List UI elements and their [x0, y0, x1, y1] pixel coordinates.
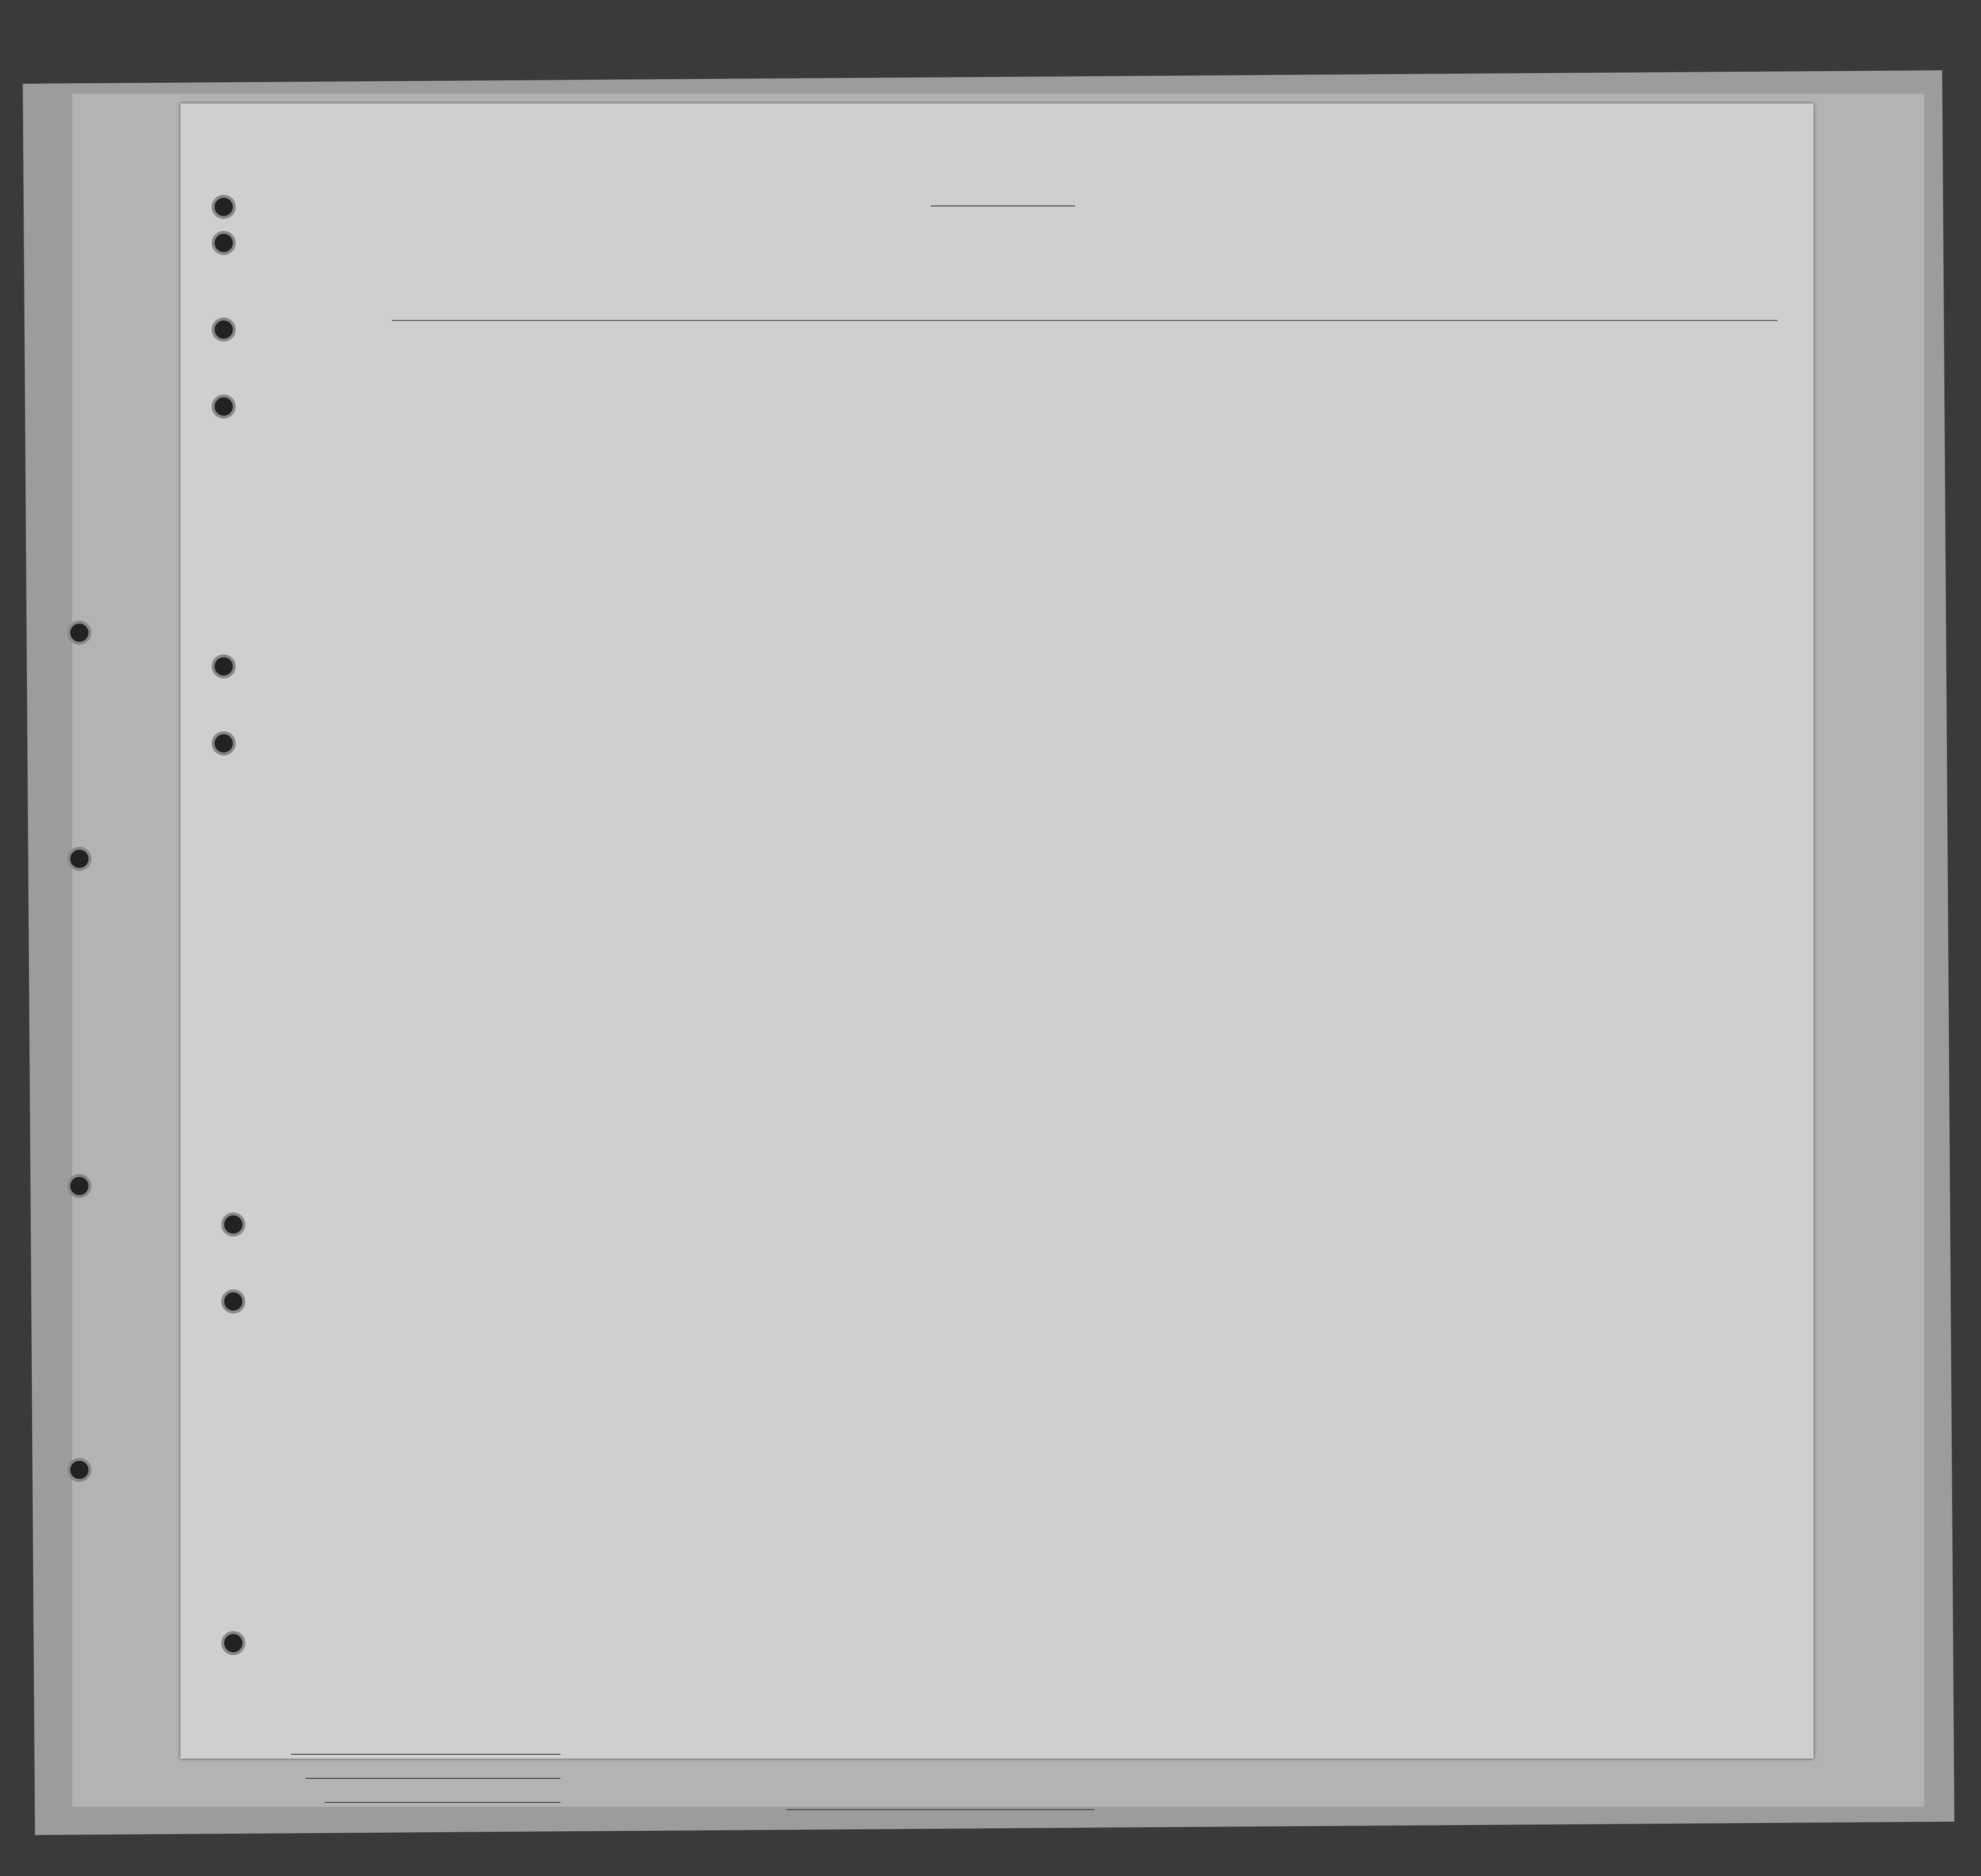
binder-hole — [221, 1289, 245, 1314]
col-header-height — [1511, 344, 1551, 348]
footer-owners-rule — [305, 1778, 560, 1779]
col-header-nationality — [1426, 344, 1508, 348]
binder-hole — [212, 731, 236, 755]
binder-hole — [67, 847, 91, 871]
col-header-paid-off — [1085, 344, 1191, 348]
binder-hole — [212, 318, 236, 342]
manifest-sheet — [180, 103, 1814, 1759]
footer-line-rule — [291, 1754, 560, 1755]
col-header-id-card — [621, 344, 698, 348]
binder-hole — [221, 1631, 245, 1655]
col-header-physical-marks — [1600, 344, 1727, 348]
binder-hole — [212, 654, 236, 678]
col-header-name — [262, 344, 618, 348]
col-header-position — [789, 344, 912, 348]
binder-hole — [212, 395, 236, 419]
col-header-weight — [1554, 344, 1597, 348]
binder-hole — [67, 621, 91, 645]
col-header-able-to-read — [1193, 344, 1244, 348]
col-header-age — [1246, 344, 1287, 348]
col-header-race — [1335, 344, 1424, 348]
footer-agents-rule — [325, 1802, 560, 1803]
manifest-grid — [180, 103, 1814, 1759]
binder-hole — [67, 1458, 91, 1482]
binder-hole — [67, 1174, 91, 1198]
col-header-shipped — [914, 344, 1082, 348]
col-header-service-length — [700, 344, 787, 348]
col-header-no — [242, 344, 261, 348]
binder-hole — [212, 231, 236, 255]
binder-hole — [212, 195, 236, 219]
inspector-signature-rule — [787, 1809, 1094, 1810]
binder-hole — [221, 1212, 245, 1237]
col-header-sex — [1289, 344, 1333, 348]
